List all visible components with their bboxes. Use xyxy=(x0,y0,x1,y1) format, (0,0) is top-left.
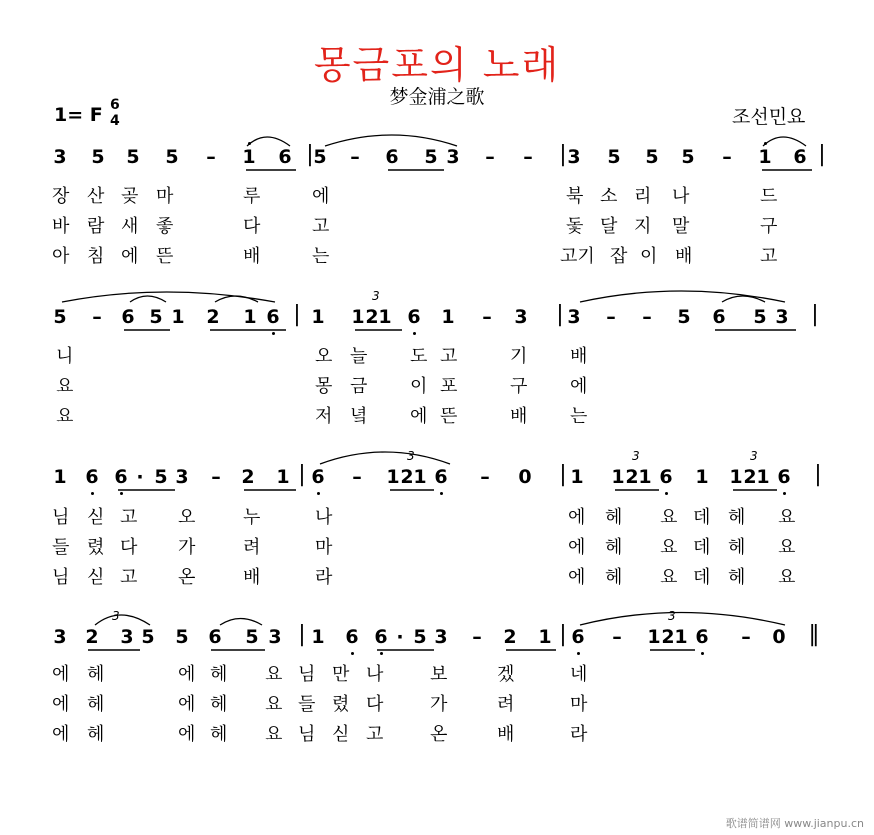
note: 2 xyxy=(625,466,639,488)
triplet-mark: 3 xyxy=(668,609,676,623)
barline: | xyxy=(306,142,314,167)
barline: | xyxy=(298,462,306,487)
barline: | xyxy=(559,462,567,487)
lyric-syllable: 헤 xyxy=(210,694,228,715)
note: 5 xyxy=(753,306,767,328)
note: 6 xyxy=(345,626,359,648)
note: – xyxy=(606,306,616,328)
note: 2 xyxy=(85,626,99,648)
note: 5 xyxy=(681,146,695,168)
lyric-syllable: 구 xyxy=(760,216,778,237)
note: 3 xyxy=(268,626,282,648)
note: 6 xyxy=(659,466,673,488)
slur-arc xyxy=(95,615,150,625)
lyric-syllable: 기 xyxy=(510,346,528,367)
note: 5 xyxy=(141,626,155,648)
note: 3 xyxy=(434,626,448,648)
song-title: 몽금포의 노래 xyxy=(313,43,561,87)
lyric-syllable: 에 xyxy=(178,694,196,715)
composer-credit: 조선민요 xyxy=(732,106,806,128)
barline: | xyxy=(559,142,567,167)
lyric-syllable: 아 xyxy=(52,246,70,267)
lyric-syllable: 헤 xyxy=(605,507,623,528)
lyric-syllable: 에 xyxy=(52,694,70,715)
lyric-syllable: 구 xyxy=(510,376,528,397)
note: 1 xyxy=(638,466,652,488)
lyric-syllable: 다 xyxy=(366,694,384,715)
note: 6 xyxy=(712,306,726,328)
lyric-syllable: 누 xyxy=(243,507,261,528)
lyric-syllable: 소 xyxy=(600,186,618,207)
note: 6 xyxy=(793,146,807,168)
lyric-syllable: 요 xyxy=(778,507,796,528)
note: 1 xyxy=(570,466,584,488)
lyric-syllable: 렸 xyxy=(332,694,350,715)
note: 6 xyxy=(777,466,791,488)
lyric-syllable: 온 xyxy=(430,724,448,745)
lyric-syllable: 요 xyxy=(660,537,678,558)
lyric-syllable: 요 xyxy=(778,537,796,558)
lyric-syllable: 님 xyxy=(298,664,316,685)
lyric-syllable: 마 xyxy=(156,186,174,207)
lyric-syllable: 녘 xyxy=(350,406,368,427)
note: 5 xyxy=(677,306,691,328)
lyric-syllable: 뜬 xyxy=(156,246,174,267)
lyric-syllable: 온 xyxy=(178,567,196,588)
note: 1 xyxy=(171,306,185,328)
note: 5 xyxy=(413,626,427,648)
note: – xyxy=(612,626,622,648)
lyric-syllable: 배 xyxy=(243,246,261,267)
note: 5 xyxy=(607,146,621,168)
lyric-syllable: 헤 xyxy=(210,724,228,745)
note: 2 xyxy=(503,626,517,648)
lyric-syllable: 라 xyxy=(315,567,333,588)
tie-arc xyxy=(247,137,290,146)
tie-arc xyxy=(215,296,258,302)
note: 3 xyxy=(120,626,134,648)
note: 1 xyxy=(351,306,365,328)
lyric-syllable: 드 xyxy=(760,186,778,207)
note: 6 xyxy=(311,466,325,488)
lyric-syllable: 다 xyxy=(120,537,138,558)
lyric-syllable: 나 xyxy=(366,664,384,685)
lyric-syllable: 배 xyxy=(570,346,588,367)
lyric-syllable: 데 xyxy=(693,507,711,528)
lyric-syllable: 배 xyxy=(675,246,693,267)
note: – xyxy=(472,626,482,648)
lyric-syllable: 려 xyxy=(243,537,261,558)
lyric-syllable: 배 xyxy=(243,567,261,588)
lyric-syllable: 뜬 xyxy=(440,406,458,427)
lyric-syllable: 장 xyxy=(52,186,70,207)
lyric-syllable: 저 xyxy=(315,406,333,427)
note: 3 xyxy=(514,306,528,328)
note: 1 xyxy=(758,146,772,168)
lyric-syllable: 헤 xyxy=(87,694,105,715)
note: 1 xyxy=(243,306,257,328)
lyric-syllable: 헤 xyxy=(728,537,746,558)
lyric-syllable: 고기 xyxy=(560,246,595,267)
note: 6 xyxy=(695,626,709,648)
barline: | xyxy=(811,302,819,327)
lyric-syllable: 요 xyxy=(265,664,283,685)
barline: | xyxy=(293,302,301,327)
lyric-syllable: 는 xyxy=(570,406,588,427)
lyric-syllable: 는 xyxy=(312,246,330,267)
note: 1 xyxy=(53,466,67,488)
lyric-syllable: 몽 xyxy=(315,376,333,397)
note: 1 xyxy=(441,306,455,328)
lyric-syllable: 요 xyxy=(660,567,678,588)
lyric-syllable: 고 xyxy=(312,216,330,237)
lyric-syllable: 려 xyxy=(497,694,515,715)
lyric-syllable: 헤 xyxy=(605,537,623,558)
lyric-syllable: 요 xyxy=(56,406,74,427)
note: 5 xyxy=(424,146,438,168)
lyric-syllable: 싣 xyxy=(87,507,105,528)
lyric-syllable: 산 xyxy=(87,186,105,207)
lyric-syllable: 나 xyxy=(315,507,333,528)
lyric-syllable: 도 xyxy=(410,346,428,367)
lyric-syllable: 헤 xyxy=(605,567,623,588)
lyric-syllable: 배 xyxy=(510,406,528,427)
note: – xyxy=(482,306,492,328)
lyric-syllable: 에 xyxy=(570,376,588,397)
lyric-syllable: 헤 xyxy=(210,664,228,685)
note: 6 xyxy=(278,146,292,168)
note: 2 xyxy=(206,306,220,328)
lyric-syllable: 헤 xyxy=(728,567,746,588)
lyric-syllable: 돛 xyxy=(566,216,584,237)
lyric-syllable: 침 xyxy=(87,246,105,267)
lyric-syllable: 요 xyxy=(265,694,283,715)
lyric-syllable: 새 xyxy=(121,216,139,237)
lyric-syllable: 가 xyxy=(178,537,196,558)
lyric-syllable: 가 xyxy=(430,694,448,715)
lyric-syllable: 에 xyxy=(121,246,139,267)
note: 2 xyxy=(400,466,414,488)
lyric-syllable: 나 xyxy=(672,186,690,207)
note: – xyxy=(352,466,362,488)
lyric-syllable: 고 xyxy=(440,346,458,367)
note: 1 xyxy=(647,626,661,648)
lyric-syllable: 말 xyxy=(672,216,690,237)
lyric-syllable: 고 xyxy=(120,567,138,588)
note: – xyxy=(485,146,495,168)
note: – xyxy=(206,146,216,168)
lyric-syllable: 다 xyxy=(243,216,261,237)
note: – xyxy=(211,466,221,488)
note: 3 xyxy=(53,146,67,168)
note: 5 xyxy=(175,626,189,648)
note: 5 xyxy=(154,466,168,488)
note: – xyxy=(480,466,490,488)
lyric-syllable: 니 xyxy=(56,346,74,367)
note: 6 xyxy=(85,466,99,488)
note: 5 xyxy=(53,306,67,328)
lyric-syllable: 배 xyxy=(497,724,515,745)
lyric-syllable: 렸 xyxy=(87,537,105,558)
lyric-syllable: 곶 xyxy=(121,186,139,207)
lyric-syllable: 요 xyxy=(660,507,678,528)
lyric-syllable: 님 xyxy=(298,724,316,745)
note: – xyxy=(642,306,652,328)
lyric-syllable: 라 xyxy=(570,724,588,745)
note: 1 xyxy=(413,466,427,488)
note: 6 xyxy=(208,626,222,648)
lyric-syllable: 잡 xyxy=(610,246,628,267)
lyric-syllable: 에 xyxy=(410,406,428,427)
lyric-syllable: 들 xyxy=(52,537,70,558)
note: · xyxy=(136,466,144,488)
slur-arc xyxy=(580,291,785,302)
lyric-syllable: 오 xyxy=(178,507,196,528)
slur-arc xyxy=(320,452,450,464)
lyric-syllable: 데 xyxy=(693,567,711,588)
lyric-syllable: 에 xyxy=(178,664,196,685)
triplet-mark: 3 xyxy=(632,449,640,463)
slur-arc xyxy=(325,135,457,146)
lyric-syllable: 에 xyxy=(568,507,586,528)
triplet-mark: 3 xyxy=(112,609,120,623)
watermark: 歌谱简谱网 www.jianpu.cn xyxy=(725,817,864,830)
note: 2 xyxy=(743,466,757,488)
note: 1 xyxy=(242,146,256,168)
lyric-syllable: 오 xyxy=(315,346,333,367)
triplet-mark: 3 xyxy=(372,289,380,303)
note: 5 xyxy=(245,626,259,648)
lyric-syllable: 싣 xyxy=(87,567,105,588)
note: – xyxy=(741,626,751,648)
lyric-syllable: 늘 xyxy=(350,346,368,367)
barline: | xyxy=(559,622,567,647)
tie-arc xyxy=(220,619,262,626)
lyric-syllable: 싣 xyxy=(332,724,350,745)
time-signature-top: 6 xyxy=(110,97,120,113)
lyric-syllable: 만 xyxy=(332,664,350,685)
note: 6 xyxy=(407,306,421,328)
note: 6 xyxy=(385,146,399,168)
barline: | xyxy=(818,142,826,167)
lyric-syllable: 님 xyxy=(52,567,70,588)
note: 3 xyxy=(53,626,67,648)
tie-arc xyxy=(763,137,806,146)
lyric-syllable: 달 xyxy=(600,216,618,237)
lyric-syllable: 헤 xyxy=(87,724,105,745)
note: 6 xyxy=(571,626,585,648)
song-subtitle: 梦金浦之歌 xyxy=(389,86,485,108)
lyric-syllable: 좋 xyxy=(156,216,174,237)
triplet-mark: 3 xyxy=(407,449,415,463)
note: 2 xyxy=(661,626,675,648)
lyric-syllable: 포 xyxy=(440,376,458,397)
lyric-syllable: 고 xyxy=(120,507,138,528)
lyric-syllable: 이 xyxy=(640,246,658,267)
note: 6 xyxy=(121,306,135,328)
note: 2 xyxy=(241,466,255,488)
note: 1 xyxy=(386,466,400,488)
lyric-syllable: 요 xyxy=(778,567,796,588)
tie-arc xyxy=(130,296,166,302)
lyric-syllable: 네 xyxy=(570,664,588,685)
note: 5 xyxy=(313,146,327,168)
barline: ‖ xyxy=(808,622,820,647)
note: – xyxy=(722,146,732,168)
triplet-mark: 3 xyxy=(750,449,758,463)
note: 5 xyxy=(165,146,179,168)
note: 6 xyxy=(434,466,448,488)
note: 5 xyxy=(149,306,163,328)
slur-arc xyxy=(580,613,785,626)
lyric-syllable: 헤 xyxy=(728,507,746,528)
note: – xyxy=(92,306,102,328)
lyric-syllable: 에 xyxy=(568,537,586,558)
note: 1 xyxy=(378,306,392,328)
lyric-syllable: 요 xyxy=(56,376,74,397)
lyric-syllable: 에 xyxy=(52,724,70,745)
lyric-syllable: 님 xyxy=(52,507,70,528)
lyric-syllable: 고 xyxy=(366,724,384,745)
note: 1 xyxy=(674,626,688,648)
lyric-syllable: 에 xyxy=(178,724,196,745)
note: 2 xyxy=(365,306,379,328)
note: 5 xyxy=(645,146,659,168)
barline: | xyxy=(298,622,306,647)
note: 3 xyxy=(567,306,581,328)
note: 1 xyxy=(729,466,743,488)
lyric-syllable: 에 xyxy=(568,567,586,588)
lyric-syllable: 리 xyxy=(634,186,652,207)
lyric-syllable: 이 xyxy=(410,376,428,397)
note: 1 xyxy=(276,466,290,488)
note: 6 xyxy=(114,466,128,488)
lyric-syllable: 지 xyxy=(634,216,652,237)
lyric-syllable: 헤 xyxy=(87,664,105,685)
barline: | xyxy=(556,302,564,327)
lyric-syllable: 루 xyxy=(243,186,261,207)
note: 5 xyxy=(126,146,140,168)
lyric-syllable: 바 xyxy=(52,216,70,237)
lyric-syllable: 에 xyxy=(52,664,70,685)
note: – xyxy=(350,146,360,168)
lyric-syllable: 보 xyxy=(430,664,448,685)
lyric-syllable: 고 xyxy=(760,246,778,267)
lyric-syllable: 마 xyxy=(315,537,333,558)
lyric-syllable: 들 xyxy=(298,694,316,715)
lyric-syllable: 데 xyxy=(693,537,711,558)
note: 1 xyxy=(695,466,709,488)
note: 0 xyxy=(772,626,786,648)
lyric-syllable: 요 xyxy=(265,724,283,745)
lyric-syllable: 에 xyxy=(312,186,330,207)
note: 1 xyxy=(611,466,625,488)
lyric-syllable: 금 xyxy=(350,376,368,397)
barline: | xyxy=(814,462,822,487)
note: 6 xyxy=(374,626,388,648)
lyric-syllable: 람 xyxy=(87,216,105,237)
lyric-syllable: 겠 xyxy=(497,664,515,685)
note: · xyxy=(396,626,404,648)
note: – xyxy=(523,146,533,168)
note: 1 xyxy=(756,466,770,488)
note: 3 xyxy=(775,306,789,328)
note: 1 xyxy=(311,626,325,648)
key-signature: 1= F xyxy=(54,104,103,126)
note: 3 xyxy=(175,466,189,488)
lyric-syllable: 북 xyxy=(566,186,584,207)
note: 3 xyxy=(567,146,581,168)
lyric-syllable: 마 xyxy=(570,694,588,715)
note: 5 xyxy=(91,146,105,168)
note: 3 xyxy=(446,146,460,168)
note: 1 xyxy=(311,306,325,328)
note: 0 xyxy=(518,466,532,488)
note: 1 xyxy=(538,626,552,648)
note: 6 xyxy=(266,306,280,328)
time-signature-bottom: 4 xyxy=(110,113,120,129)
